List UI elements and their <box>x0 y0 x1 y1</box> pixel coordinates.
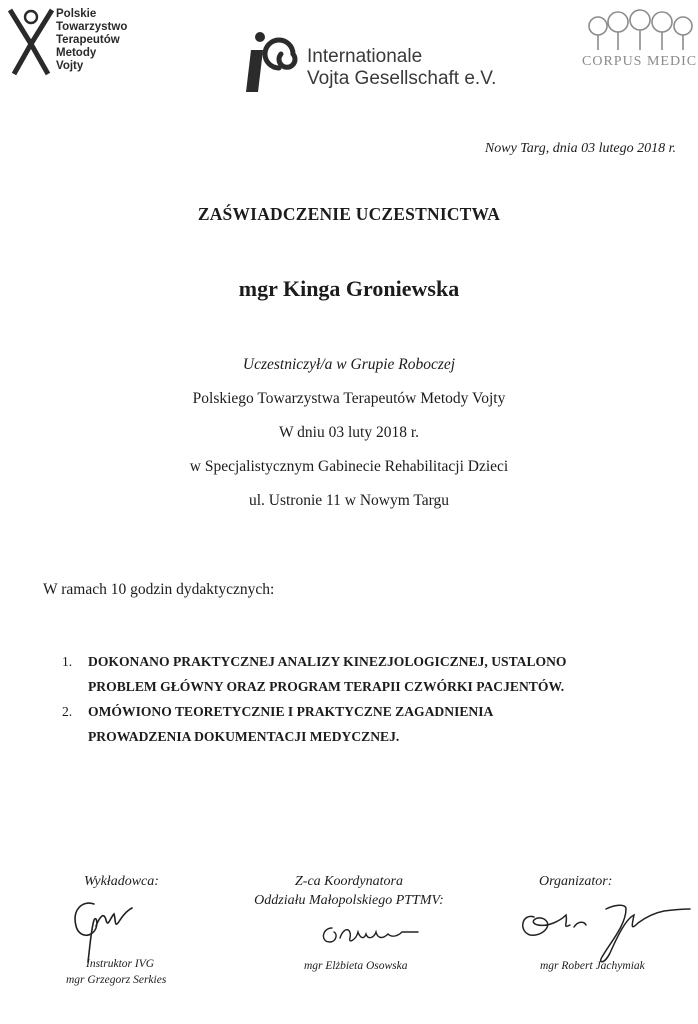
pttmv-figure-icon <box>8 6 54 76</box>
body-line: Uczestniczył/a w Grupie Roboczej <box>242 356 456 373</box>
organizer-signature <box>514 895 694 970</box>
body-line: Polskiego Towarzystwa Terapeutów Metody Vojty <box>192 390 506 407</box>
organizer-name: mgr Robert Jachymiak <box>540 960 645 972</box>
pttmv-line: Vojty <box>56 60 84 72</box>
certificate-body <box>0 348 698 518</box>
coordinator-title-2: Oddziału Małopolskiego PTTMV: <box>254 893 444 908</box>
pttmv-logo <box>8 6 178 76</box>
participant-name: mgr Kinga Groniewska <box>238 276 460 301</box>
coordinator-signature <box>318 920 428 950</box>
hours-intro: W ramach 10 godzin dydaktycznych: <box>43 581 275 598</box>
activities-list <box>62 649 567 749</box>
list-item-line: PROWADZENIA DOKUMENTACJI MEDYCZNEJ. <box>88 729 400 744</box>
trees-icon <box>586 8 698 54</box>
list-item <box>62 699 567 749</box>
body-line: W dniu 03 luty 2018 r. <box>278 424 420 441</box>
pttmv-line: Polskie <box>56 8 97 20</box>
list-item-line: PROBLEM GŁÓWNY ORAZ PROGRAM TERAPII CZWÓRKI PACJENTÓW. <box>88 679 565 694</box>
pttmv-text <box>56 8 127 73</box>
pttmv-line: Towarzystwo <box>56 21 128 33</box>
ivg-text <box>307 46 496 90</box>
ivg-logo <box>244 28 524 98</box>
coordinator-title-1: Z-ca Koordynatora <box>295 874 403 889</box>
lecturer-name: mgr Grzegorz Serkies <box>66 974 167 986</box>
date-line: Nowy Targ, dnia 03 lutego 2018 r. <box>484 141 676 156</box>
organizer-title: Organizator: <box>539 874 613 889</box>
coordinator-name: mgr Elżbieta Osowska <box>304 960 408 972</box>
list-number: 1. <box>62 654 73 669</box>
document-title: ZAŚWIADCZENIE UCZESTNICTWA <box>197 204 501 224</box>
list-item-line: OMÓWIONO TEORETYCZNIE I PRAKTYCZNE ZAGADNIENIA <box>88 704 494 719</box>
lecturer-role: Instruktor IVG <box>86 958 155 970</box>
corpus-medic-text: CORPUS MEDIC <box>582 54 698 69</box>
list-item <box>62 649 567 699</box>
corpus-medic-logo <box>576 8 698 68</box>
lecturer-title: Wykładowca: <box>84 874 159 889</box>
body-line: w Specjalistycznym Gabinecie Rehabilitacji Dzieci <box>189 458 509 475</box>
ivg-line-2: Vojta Gesellschaft e.V. <box>307 68 497 89</box>
list-number: 2. <box>62 704 73 719</box>
ivg-line-1: Internationale <box>307 46 423 67</box>
pttmv-line: Terapeutów <box>56 34 120 46</box>
pttmv-line: Metody <box>56 47 97 59</box>
body-line: ul. Ustronie 11 w Nowym Targu <box>248 492 450 509</box>
list-item-line: DOKONANO PRAKTYCZNEJ ANALIZY KINEZJOLOGICZNEJ, USTALONO <box>88 654 567 669</box>
ivg-emblem-icon <box>244 28 304 98</box>
